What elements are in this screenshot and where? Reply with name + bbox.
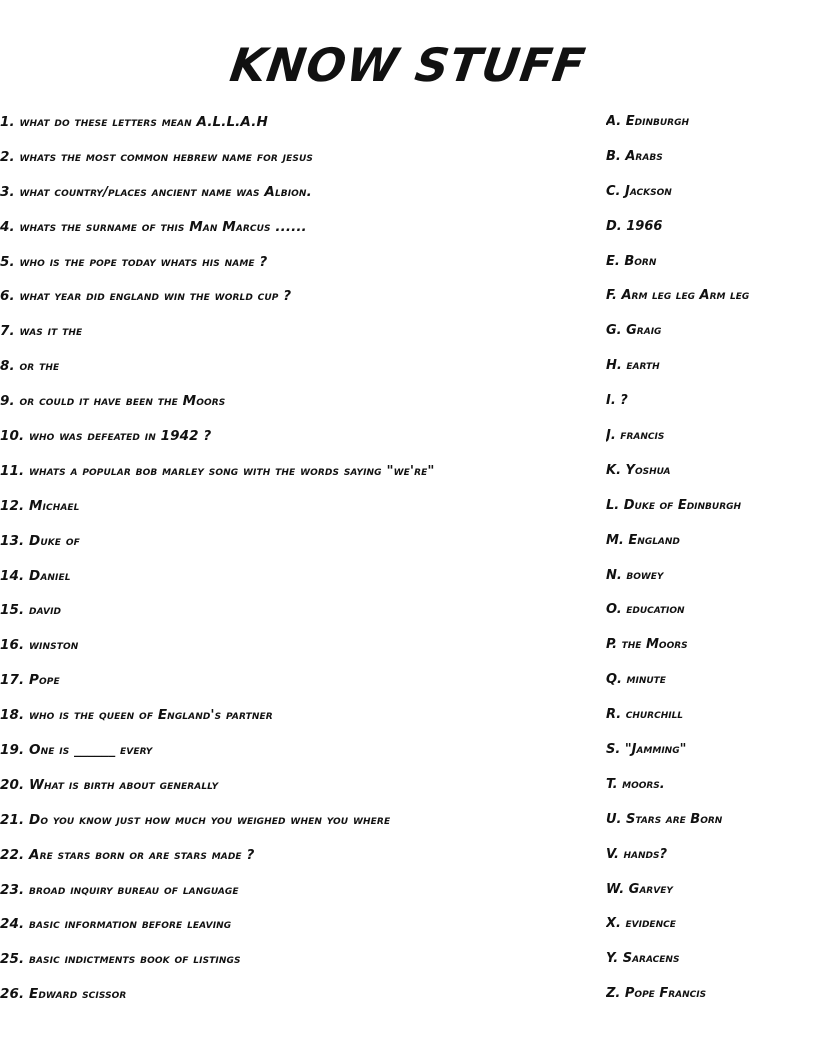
- question-item: 7. was it the: [0, 323, 83, 340]
- question-item: 21. Do you know just how much you weighed when you where: [0, 811, 391, 828]
- question-item: 11. whats a popular bob marley song with the words saying "we're": [0, 462, 435, 479]
- answer-item: C. Jackson: [606, 183, 672, 199]
- question-item: 23. broad inquiry bureau of language: [0, 881, 239, 898]
- question-item: 15. david: [0, 602, 62, 619]
- question-item: 5. who is the pope today whats his name ?: [0, 253, 268, 270]
- answer-item: V. hands?: [606, 846, 668, 862]
- answer-item: N. bowey: [606, 567, 664, 583]
- answer-item: H. earth: [606, 358, 660, 374]
- question-item: 4. whats the surname of this Man Marcus ......: [0, 218, 307, 235]
- answer-item: L. Duke of Edinburgh: [606, 497, 742, 513]
- question-item: 25. basic indictments book of listings: [0, 951, 241, 968]
- answer-item: A. Edinburgh: [606, 114, 690, 129]
- answer-item: M. England: [606, 532, 680, 548]
- answer-item: E. Born: [606, 253, 657, 269]
- question-item: 22. Are stars born or are stars made ?: [0, 846, 255, 863]
- answer-item: B. Arabs: [606, 148, 663, 164]
- question-item: 24. basic information before leaving: [0, 916, 232, 933]
- answer-item: T. moors.: [606, 776, 665, 792]
- page-title: KNOW STUFF: [226, 38, 590, 92]
- answer-item: S. "Jamming": [606, 742, 687, 758]
- question-item: 2. whats the most common hebrew name for jesus: [0, 148, 313, 165]
- question-item: 8. or the: [0, 358, 60, 375]
- question-item: 13. Duke of: [0, 532, 80, 549]
- answer-item: W. Garvey: [606, 881, 673, 897]
- question-item: 20. What is birth about generally: [0, 776, 219, 793]
- question-item: 18. who is the queen of England's partner: [0, 707, 273, 724]
- question-item: 3. what country/places ancient name was Albion.: [0, 183, 312, 200]
- answers-list: [606, 111, 816, 1018]
- answer-item: K. Yoshua: [606, 462, 671, 478]
- questions-list: [0, 111, 600, 1018]
- question-item: 14. Daniel: [0, 567, 71, 584]
- question-item: 9. or could it have been the Moors: [0, 393, 226, 410]
- answer-item: F. Arm leg leg Arm leg: [606, 288, 750, 304]
- answer-item: G. Graig: [606, 323, 662, 339]
- question-item: 16. winston: [0, 637, 79, 654]
- answer-item: I. ?: [606, 393, 628, 409]
- question-item: 26. Edward scissor: [0, 986, 127, 1003]
- answer-item: X. evidence: [606, 916, 676, 932]
- answer-item: U. Stars are Born: [606, 811, 723, 827]
- question-item: 1. what do these letters mean A.L.L.A.H: [0, 114, 268, 130]
- question-item: 6. what year did england win the world cup ?: [0, 288, 292, 305]
- answer-item: Z. Pope Francis: [606, 986, 707, 1002]
- question-item: 17. Pope: [0, 672, 60, 689]
- answer-item: P. the Moors: [606, 637, 688, 653]
- answer-item: J. francis: [606, 428, 665, 444]
- answer-item: Y. Saracens: [606, 951, 680, 967]
- question-item: 12. Michael: [0, 497, 80, 514]
- question-item: 10. who was defeated in 1942 ?: [0, 428, 212, 445]
- answer-item: Q. minute: [606, 672, 666, 688]
- question-item: 19. One is ______ every: [0, 742, 153, 759]
- answer-item: D. 1966: [606, 218, 663, 234]
- answer-item: O. education: [606, 602, 685, 618]
- answer-item: R. churchill: [606, 707, 684, 723]
